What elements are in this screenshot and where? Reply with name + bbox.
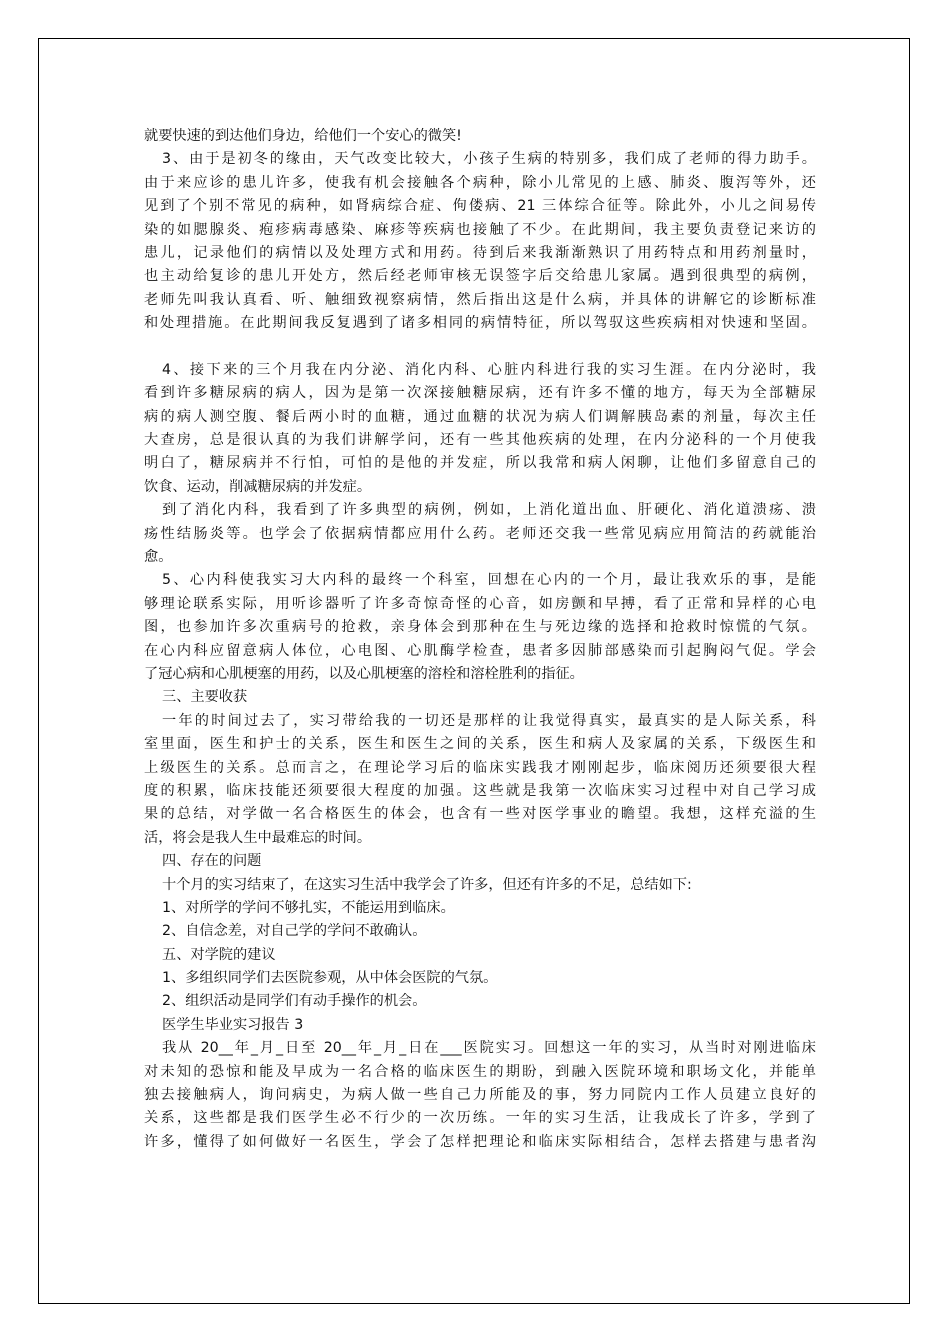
text-line: 疡性结肠炎等。也学会了依据病情都应用什么药。老师还交我一些常见病应用简洁的药就能治 — [144, 525, 816, 542]
text-line: 5、心内科使我实习大内科的最终一个科室，回想在心内的一个月，最让我欢乐的事，是能 — [162, 572, 816, 589]
section-heading: 三、主要收获 — [162, 689, 248, 706]
text-line: 室里面，医生和护士的关系，医生和医生之间的关系，医生和病人及家属的关系，下级医生和 — [144, 736, 816, 753]
text-line: 许多，懂得了如何做好一名医生，学会了怎样把理论和临床实际相结合，怎样去搭建与患者沟 — [144, 1133, 816, 1150]
text-line: 3、由于是初冬的缘由，天气改变比较大，小孩子生病的特别多，我们成了老师的得力助手。 — [162, 151, 816, 168]
text-line: 独去接触病人，询问病史，为病人做一些自己力所能及的事，努力同院内工作人员建立良好的 — [144, 1087, 816, 1104]
text-line: 明白了，糖尿病并不行怕，可怕的是他的并发症，所以我常和病人闲聊，让他们多留意自己的 — [144, 455, 816, 472]
text-line: 见到了个别不常见的病种，如肾病综合症、佝偻病、21 三体综合征等。除此外，小儿之间易传 — [144, 198, 816, 215]
text-line: 关系，这些都是我们医学生必不行少的一次历练。一年的实习生活，让我成长了许多，学到了 — [144, 1110, 816, 1127]
text-line: 在心内科应留意病人体位，心电图、心肌酶学检查，患者多因肺部感染而引起胸闷气促。学会 — [144, 642, 816, 659]
text-line: 看到许多糖尿病的病人，因为是第一次深接触糖尿病，还有许多不懂的地方，每天为全部糖尿 — [144, 385, 816, 402]
text-line: 就要快速的到达他们身边，给他们一个安心的微笑! — [144, 128, 462, 144]
text-line: 够理论联系实际，用听诊器听了许多奇惊奇怪的心音，如房颤和早搏，看了正常和异样的心电 — [144, 595, 816, 612]
section-heading: 五、对学院的建议 — [162, 946, 276, 963]
text-line: 我从 20__年_月_日至 20__年_月_日在___医院实习。回想这一年的实习，从当时对刚进临床 — [162, 1040, 816, 1057]
list-item: 2、组织活动是同学们有动手操作的机会。 — [162, 993, 427, 1010]
report-title: 医学生毕业实习报告 3 — [162, 1016, 304, 1033]
text-line: 十个月的实习结束了，在这实习生活中我学会了许多，但还有许多的不足，总结如下: — [162, 876, 692, 893]
text-line: 了冠心病和心肌梗塞的用药，以及心肌梗塞的溶栓和溶栓胜利的指征。 — [144, 665, 584, 682]
section-heading: 四、存在的问题 — [162, 853, 262, 870]
text-line: 老师先叫我认真看、听、触细致视察病情，然后指出这是什么病，并具体的讲解它的诊断标准 — [144, 291, 816, 308]
text-line: 病的病人测空腹、餐后两小时的血糖，通过血糖的状况为病人们调解胰岛素的剂量，每次主任 — [144, 408, 816, 425]
text-line: 到了消化内科，我看到了许多典型的病例，例如，上消化道出血、肝硬化、消化道溃疡、溃 — [162, 502, 816, 519]
list-item: 1、对所学的学问不够扎实，不能运用到临床。 — [162, 899, 455, 916]
text-line: 上级医生的关系。总而言之，在理论学习后的临床实践我才刚刚起步，临床阅历还须要很大程 — [144, 759, 816, 776]
text-line: 饮食、运动，削减糖尿病的并发症。 — [144, 478, 372, 495]
text-line: 图，也参加许多次重病号的抢救，亲身体会到那种在生与死边缘的选择和抢救时惊慌的气氛。 — [144, 619, 816, 636]
text-line: 由于来应诊的患儿许多，使我有机会接触各个病种，除小儿常见的上感、肺炎、腹泻等外，还 — [144, 174, 816, 191]
text-line: 染的如腮腺炎、疱疹病毒感染、麻疹等疾病也接触了不少。在此期间，我主要负责登记来访的 — [144, 221, 816, 238]
blank-line — [144, 336, 816, 359]
text-line: 果的总结，对学做一名合格医生的体会，也含有一些对医学事业的瞻望。我想，这样充溢的生 — [144, 806, 816, 823]
text-line: 度的积累，临床技能还须要很大程度的加强。这些就是我第一次临床实习过程中对自己学习成 — [144, 782, 816, 799]
text-line: 患儿，记录他们的病情以及处理方式和用药。待到后来我渐渐熟识了用药特点和用药剂量时， — [144, 244, 816, 261]
text-line: 一年的时间过去了，实习带给我的一切还是那样的让我觉得真实，最真实的是人际关系，科 — [162, 712, 816, 729]
text-line: 也主动给复诊的患儿开处方，然后经老师审核无误签字后交给患儿家属。遇到很典型的病例， — [144, 268, 816, 285]
text-line: 和处理措施。在此期间我反复遇到了诸多相同的病情特征，所以驾驭这些疾病相对快速和坚固。 — [144, 315, 816, 332]
text-line: 对未知的恐惊和能及早成为一名合格的临床医生的期盼，到融入医院环境和职场文化，并能单 — [144, 1063, 816, 1080]
text-line: 大查房，总是很认真的为我们讲解学问，还有一些其他疾病的处理，在内分泌科的一个月使我 — [144, 432, 816, 449]
list-item: 2、自信念差，对自己学的学问不敢确认。 — [162, 923, 427, 940]
text-line: 4、接下来的三个月我在内分泌、消化内科、心脏内科进行我的实习生涯。在内分泌时，我 — [162, 361, 816, 378]
list-item: 1、多组织同学们去医院参观，从中体会医院的气氛。 — [162, 970, 498, 987]
document-body — [144, 125, 816, 1154]
text-line: 活，将会是我人生中最难忘的时间。 — [144, 829, 372, 846]
text-line: 愈。 — [144, 549, 173, 566]
